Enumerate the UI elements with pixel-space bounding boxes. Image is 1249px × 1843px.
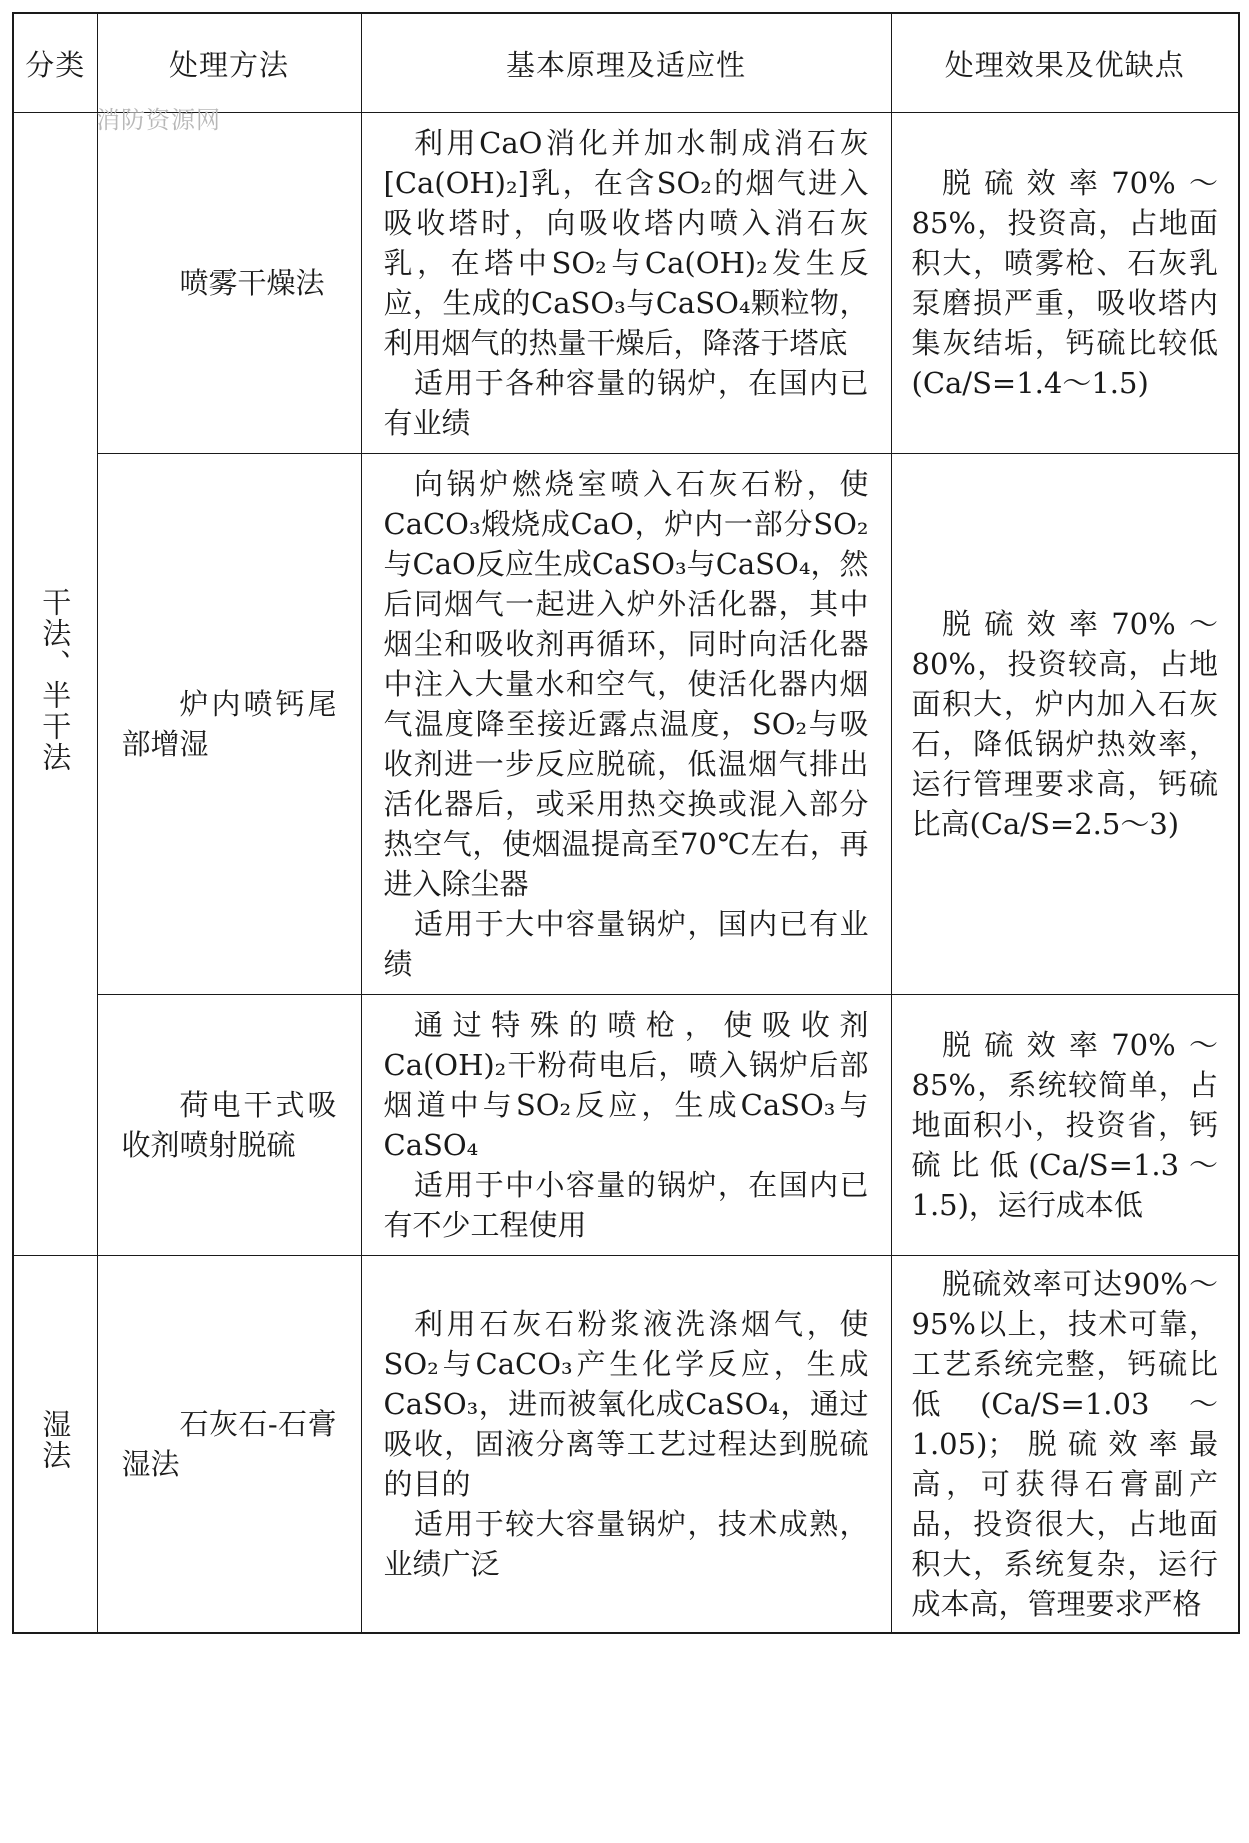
effect-cell: [891, 113, 1239, 454]
applicability-paragraph: 适用于较大容量锅炉，技术成熟，业绩广泛: [383, 1507, 869, 1581]
table-row: [13, 1256, 1239, 1634]
table-row: [13, 113, 1239, 454]
effect-text: 脱硫效率70%～85%，系统较简单，占地面积小，投资省，钙硫比低(Ca/S=1.3～1.5)，运行成本低: [911, 1028, 1218, 1222]
principle-cell: [361, 454, 891, 995]
principle-paragraph: 利用CaO消化并加水制成消石灰[Ca(OH)₂]乳，在含SO₂的烟气进入吸收塔时，向吸收塔内喷入消石灰乳，在塔中SO₂与Ca(OH)₂发生反应，生成的CaSO₃与CaSO₄颗粒物，利用烟气的热量干燥后，降落于塔底: [383, 126, 869, 360]
effect-text: 脱硫效率70%～85%，投资高，占地面积大，喷雾枪、石灰乳泵磨损严重，吸收塔内集灰结垢，钙硫比较低(Ca/S=1.4～1.5): [911, 166, 1218, 400]
header-principle: 基本原理及适应性: [361, 13, 891, 113]
table-row: [13, 995, 1239, 1256]
applicability-paragraph: 适用于各种容量的锅炉，在国内已有业绩: [383, 366, 869, 440]
method-cell: [97, 995, 361, 1256]
effect-text: 脱硫效率可达90%～95%以上，技术可靠，工艺系统完整，钙硫比低(Ca/S=1.03～1.05)；脱硫效率最高，可获得石膏副产品，投资很大，占地面积大，系统复杂，运行成本高，管理要求严格: [911, 1267, 1218, 1621]
method-name: 荷电干式吸收剂喷射脱硫: [121, 1088, 337, 1162]
method-cell: [97, 454, 361, 995]
principle-paragraph: 通过特殊的喷枪，使吸收剂Ca(OH)₂干粉荷电后，喷入锅炉后部烟道中与SO₂反应，生成CaSO₃与CaSO₄: [383, 1008, 869, 1162]
applicability-paragraph: 适用于中小容量的锅炉，在国内已有不少工程使用: [383, 1168, 869, 1242]
principle-cell: [361, 995, 891, 1256]
method-cell: [97, 113, 361, 454]
effect-text: 脱硫效率70%～80%，投资较高，占地面积大，炉内加入石灰石，降低锅炉热效率，运行管理要求高，钙硫比高(Ca/S=2.5～3): [911, 607, 1218, 841]
watermark-text: 消防资源网: [96, 106, 221, 134]
method-cell: [97, 1256, 361, 1634]
desulfurization-methods-table: [12, 12, 1240, 1634]
category-label: 湿法: [38, 1408, 73, 1471]
header-effect: 处理效果及优缺点: [891, 13, 1239, 113]
desulfurization-table-wrapper: [12, 12, 1238, 1634]
method-name: 石灰石-石膏湿法: [121, 1407, 337, 1481]
effect-cell: [891, 454, 1239, 995]
principle-paragraph: 利用石灰石粉浆液洗涤烟气，使SO₂与CaCO₃产生化学反应，生成CaSO₃，进而被氧化成CaSO₄，通过吸收，固液分离等工艺过程达到脱硫的目的: [383, 1307, 869, 1501]
applicability-paragraph: 适用于大中容量锅炉，国内已有业绩: [383, 907, 869, 981]
category-label: 干法、半干法: [38, 586, 73, 773]
table-row: [13, 454, 1239, 995]
effect-cell: [891, 1256, 1239, 1634]
principle-cell: [361, 1256, 891, 1634]
header-method: 处理方法: [97, 13, 361, 113]
method-name: 炉内喷钙尾部增湿: [121, 687, 337, 761]
principle-paragraph: 向锅炉燃烧室喷入石灰石粉，使CaCO₃煅烧成CaO，炉内一部分SO₂与CaO反应生成CaSO₃与CaSO₄，然后同烟气一起进入炉外活化器，其中烟尘和吸收剂再循环，同时向活化器中注入大量水和空气，使活化器内烟气温度降至接近露点温度，SO₂与吸收剂进一步反应脱硫，低温烟气排出活化器后，或采用热交换或混入部分热空气，使烟温提高至70℃左右，再进入除尘器: [383, 467, 869, 901]
category-cell-dry: [13, 113, 97, 1256]
method-name: 喷雾干燥法: [179, 266, 325, 300]
effect-cell: [891, 995, 1239, 1256]
table-header-row: [13, 13, 1239, 113]
header-category: 分类: [13, 13, 97, 113]
principle-cell: [361, 113, 891, 454]
category-cell-wet: [13, 1256, 97, 1634]
